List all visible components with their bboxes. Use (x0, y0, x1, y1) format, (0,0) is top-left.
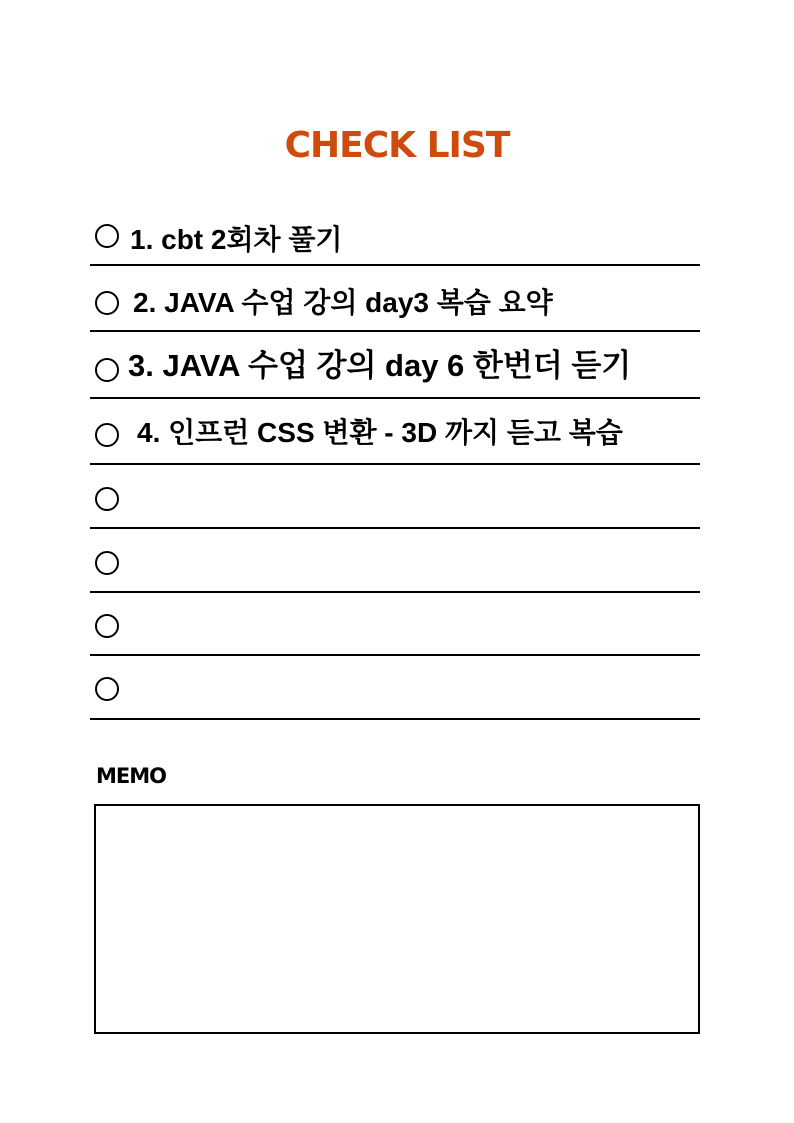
memo-box[interactable] (94, 804, 700, 1034)
checklist-item-label: 2. JAVA 수업 강의 day3 복습 요약 (133, 287, 553, 318)
checkbox-circle[interactable] (95, 291, 119, 315)
checklist-item (90, 529, 700, 593)
checklist-item (90, 593, 700, 656)
checklist-item-label: 1. cbt 2회차 풀기 (130, 224, 343, 255)
checkbox-circle[interactable] (95, 487, 119, 511)
checklist-item (90, 332, 700, 399)
checkbox-circle[interactable] (95, 614, 119, 638)
checklist-item (90, 399, 700, 465)
checklist-item (90, 465, 700, 529)
checkbox-circle[interactable] (95, 224, 119, 248)
memo-label: MEMO (96, 764, 166, 788)
checkbox-circle[interactable] (95, 677, 119, 701)
checklist-item-label: 3. JAVA 수업 강의 day 6 한번더 듣기 (128, 348, 632, 383)
checkbox-circle[interactable] (95, 551, 119, 575)
checklist-item (90, 656, 700, 720)
checkbox-circle[interactable] (95, 423, 119, 447)
checkbox-circle[interactable] (95, 358, 119, 382)
checklist-item (90, 210, 700, 266)
checklist-item-label: 4. 인프런 CSS 변환 - 3D 까지 듣고 복습 (137, 417, 623, 448)
checklist-item (90, 266, 700, 332)
page-title: CHECK LIST (284, 125, 510, 166)
